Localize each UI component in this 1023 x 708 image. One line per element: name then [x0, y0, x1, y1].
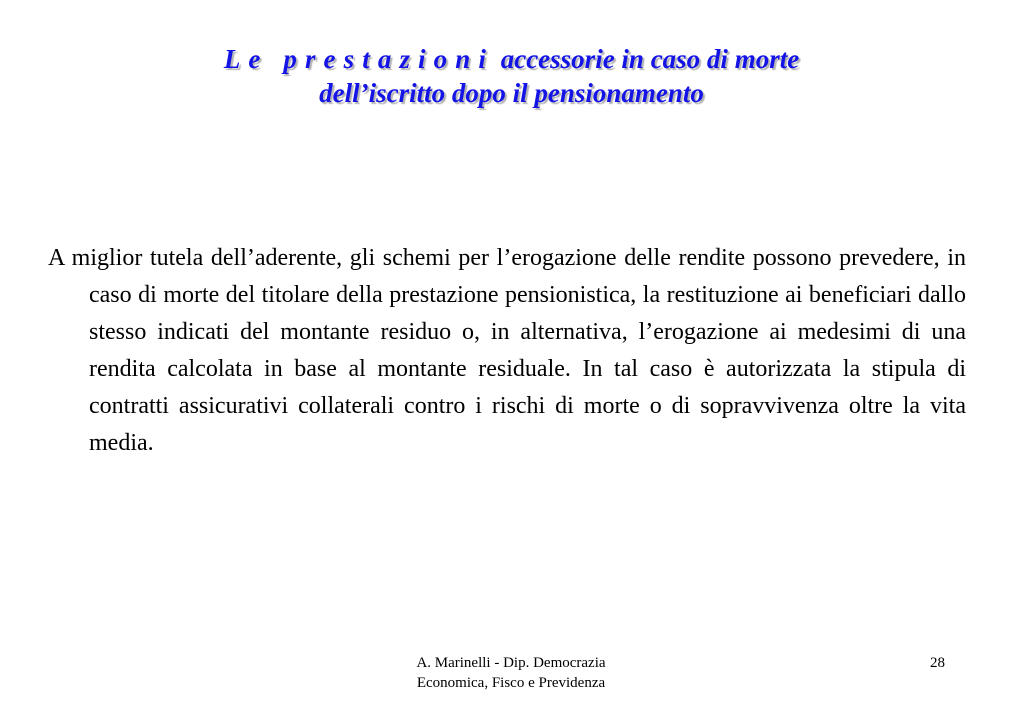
slide-title [60, 42, 963, 110]
slide-title-line-2: dell’iscritto dopo il pensionamento [319, 78, 704, 108]
slide-body-paragraph: A miglior tutela dell’aderente, gli schemi per l’erogazione delle rendite possono prevedere, in caso di morte del titolare della prestazione pensionistica, la restituzione ai beneficiari dallo stesso indicati del montante residuo o, in alternativa, l’erogazione ai medesimi di una rendita calcolata in base al montante residuale. In tal caso è autorizzata la stipula di contratti assicurativi collaterali contro i rischi di morte o di sopravvivenza oltre la vita media. [48, 245, 966, 456]
slide-title-lead: Le prestazioni [223, 44, 494, 74]
slide-title-rest: accessorie in caso di morte [493, 44, 800, 74]
slide-number: 28 [930, 655, 945, 671]
slide-title-line-1 [60, 42, 963, 76]
footer-author-line-2: Economica, Fisco e Previdenza [416, 675, 606, 691]
footer-author-line-1: A. Marinelli - Dip. Democrazia [416, 655, 606, 671]
footer-author [360, 653, 662, 693]
